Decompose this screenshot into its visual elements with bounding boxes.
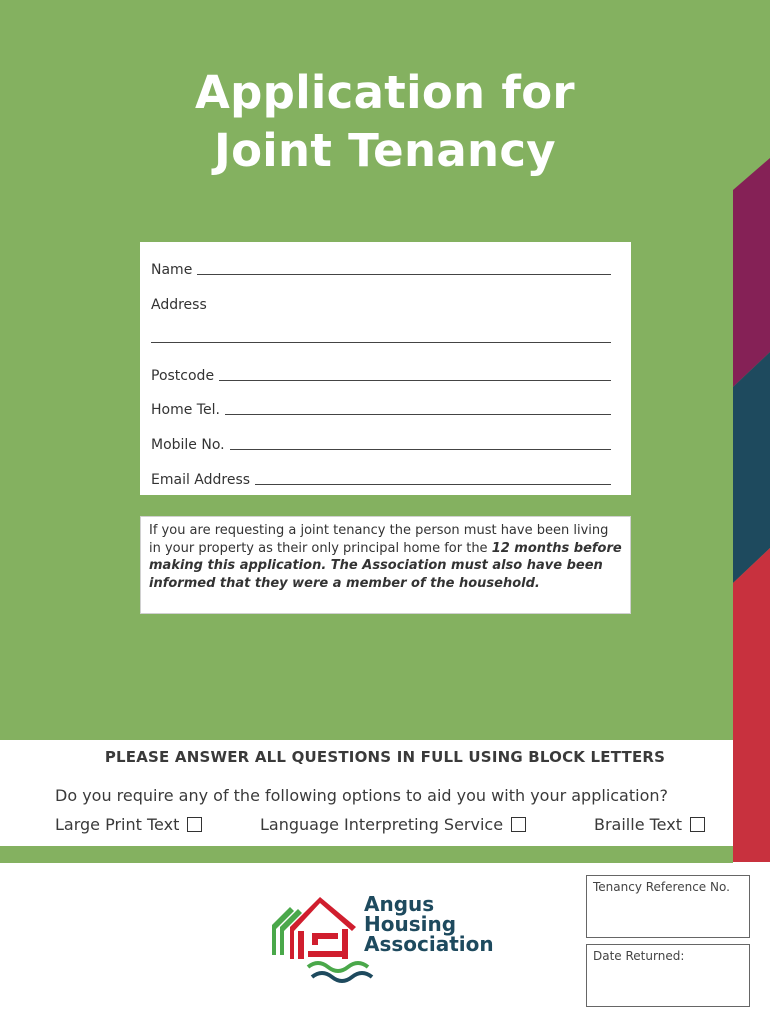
large-print-checkbox[interactable] bbox=[187, 817, 202, 832]
option-large-print[interactable] bbox=[55, 815, 202, 834]
name-field[interactable] bbox=[151, 258, 611, 278]
name-label: Name bbox=[151, 262, 193, 278]
contact-details-box bbox=[140, 242, 631, 495]
home-tel-label: Home Tel. bbox=[151, 402, 220, 418]
language-interpreting-checkbox[interactable] bbox=[511, 817, 526, 832]
info-notice bbox=[140, 516, 631, 614]
accessibility-question: Do you require any of the following options to aid you with your application? bbox=[55, 786, 668, 805]
option-language-label: Language Interpreting Service bbox=[260, 815, 504, 834]
date-returned-box[interactable] bbox=[586, 944, 750, 1007]
tenancy-reference-box[interactable] bbox=[586, 875, 750, 938]
mobile-line bbox=[230, 449, 611, 450]
mobile-field[interactable] bbox=[151, 433, 611, 453]
title-line-1: Application for bbox=[195, 66, 575, 119]
home-tel-line bbox=[225, 414, 611, 415]
green-divider bbox=[0, 846, 733, 863]
title-line-2: Joint Tenancy bbox=[214, 124, 556, 177]
logo-text bbox=[364, 894, 494, 954]
address-label: Address bbox=[151, 297, 207, 313]
logo-line-1: Angus bbox=[364, 892, 435, 916]
home-tel-field[interactable] bbox=[151, 398, 611, 418]
purple-stripe bbox=[733, 158, 770, 387]
postcode-label: Postcode bbox=[151, 368, 215, 384]
teal-stripe bbox=[733, 352, 770, 583]
info-text: If you are requesting a joint tenancy the person must have been living in your property as their only principal home for the bbox=[149, 523, 609, 556]
logo-line-3: Association bbox=[364, 932, 494, 956]
name-line bbox=[197, 274, 611, 275]
date-returned-label: Date Returned: bbox=[593, 949, 685, 963]
mobile-label: Mobile No. bbox=[151, 437, 225, 453]
postcode-field[interactable] bbox=[151, 364, 611, 384]
email-field[interactable] bbox=[151, 468, 611, 488]
red-stripe bbox=[733, 548, 770, 862]
info-bold-text: 12 months before making this application. The Association must also have been informed that they were a member of the household. bbox=[149, 540, 622, 591]
email-label: Email Address bbox=[151, 472, 251, 488]
address-line[interactable] bbox=[151, 342, 611, 343]
address-field[interactable] bbox=[151, 293, 611, 313]
instructions-heading: PLEASE ANSWER ALL QUESTIONS IN FULL USING BLOCK LETTERS bbox=[104, 748, 666, 766]
option-braille-label: Braille Text bbox=[594, 815, 682, 834]
email-line bbox=[255, 484, 611, 485]
logo-line-2: Housing bbox=[364, 912, 457, 936]
tenancy-reference-label: Tenancy Reference No. bbox=[593, 880, 730, 894]
postcode-line bbox=[219, 380, 611, 381]
page-title bbox=[0, 64, 770, 180]
option-language-interpreting[interactable] bbox=[260, 815, 526, 834]
braille-checkbox[interactable] bbox=[690, 817, 705, 832]
option-large-print-label: Large Print Text bbox=[55, 815, 180, 834]
option-braille[interactable] bbox=[594, 815, 705, 834]
